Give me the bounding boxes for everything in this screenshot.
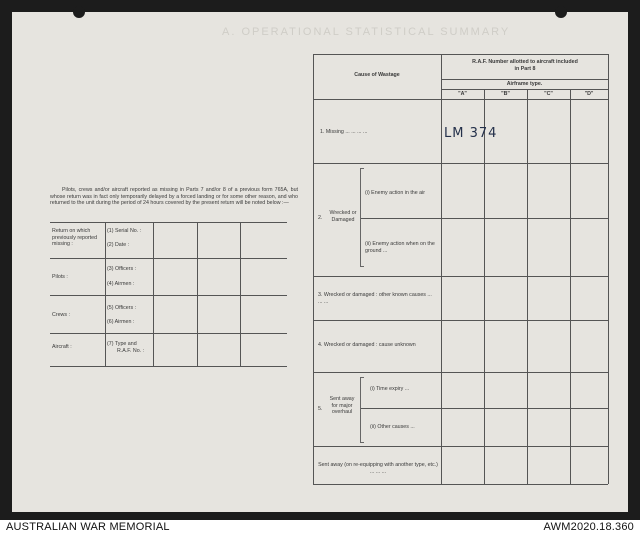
header-rule [441,79,608,80]
raf-no-label: R.A.F. No. : [117,348,145,354]
right-table-left-edge [313,54,314,484]
wrecked-damaged-label: Wrecked or Damaged [329,210,357,223]
enemy-action-air-label: (i) Enemy action in the air [365,190,426,196]
column-a-header: "A" [458,91,467,97]
crews-label: Crews : [52,312,70,318]
archive-credit: AUSTRALIAN WAR MEMORIAL [6,521,170,533]
left-table-divider [240,222,241,366]
other-causes-label: (ii) Other causes ... [370,424,415,430]
binder-hole-left [73,6,85,18]
crews-airmen-label: (6) Airmen : [107,319,135,325]
pilots-label: Pilots : [52,274,68,280]
left-table-top-rule [50,222,287,223]
col-divider-ab [484,89,485,484]
airframe-type-header: Airframe type. [506,81,543,87]
column-d-header: "D" [584,91,594,97]
column-b-header: "B" [501,91,510,97]
cause-of-wastage-header: Cause of Wastage [354,72,400,78]
aircraft-label: Aircraft : [52,344,72,350]
left-table-bottom-rule [50,366,287,367]
row-re-equipping-label: Sent away (on re-equipping with another type, etc.) ... ... ... [318,462,438,475]
row-5-brace [360,377,364,443]
right-table-top-rule [313,54,608,55]
left-table-divider [105,222,106,366]
binder-hole-right [555,6,567,18]
cause-column-divider [441,54,442,484]
left-table-rule [50,333,287,334]
col-divider-cd [570,89,571,484]
header-bottom-rule [313,99,608,100]
crews-officers-label: (5) Officers : [107,305,137,311]
date-label: (2) Date : [107,242,130,248]
left-table-rule [50,258,287,259]
archive-reference: AWM2020.18.360 [543,521,634,533]
row-subrule [361,218,608,219]
type-label: (7) Type and [107,341,137,347]
left-table-divider [197,222,198,366]
column-c-header: "C" [544,91,553,97]
serial-no-label: (1) Serial No. : [107,228,142,234]
handwritten-aircraft-number: LM 374 [444,126,498,141]
time-expiry-label: (i) Time expiry ... [370,386,410,392]
right-table-right-edge [608,54,609,484]
row-2-brace [360,168,364,267]
right-table-bottom-rule [313,484,608,485]
header-rule [441,89,608,90]
row-5-number: 5. [318,406,323,412]
raf-number-header: R.A.F. Number allotted to aircraft included in Part 8 [472,59,578,72]
pilots-airmen-label: (4) Airmen : [107,281,135,287]
missing-return-notice: Pilots, crews and/or aircraft reported as missing in Parts 7 and/or 8 of a previous form 765A, but whose return was in fact only temporarily delayed by a forced landing or for some other reason, and who returned to the unit during the period of 24 hours covered by the present return will be noted below :— [50,187,298,206]
row-rule [313,320,608,321]
return-previously-missing-label: Return on which previously reported missing : [52,228,98,247]
row-rule [313,276,608,277]
left-table-rule [50,295,287,296]
left-table-divider [153,222,154,366]
row-2-number: 2. [318,215,323,221]
row-cause-unknown-label: 4. Wrecked or damaged : cause unknown [318,342,416,348]
pilots-officers-label: (3) Officers : [107,266,137,272]
row-rule [313,372,608,373]
row-rule [313,446,608,447]
enemy-action-ground-label: (ii) Enemy action when on the ground ... [365,241,435,254]
major-overhaul-label: Sent away for major overhaul [329,396,355,415]
show-through-text: A. OPERATIONAL STATISTICAL SUMMARY [222,26,511,38]
row-other-known-causes-label: 3. Wrecked or damaged : other known causes ... ... ... [318,292,432,305]
row-subrule [361,408,608,409]
col-divider-bc [527,89,528,484]
row-missing-label: 1. Missing ... ... ... ... [320,129,368,135]
row-rule [313,163,608,164]
